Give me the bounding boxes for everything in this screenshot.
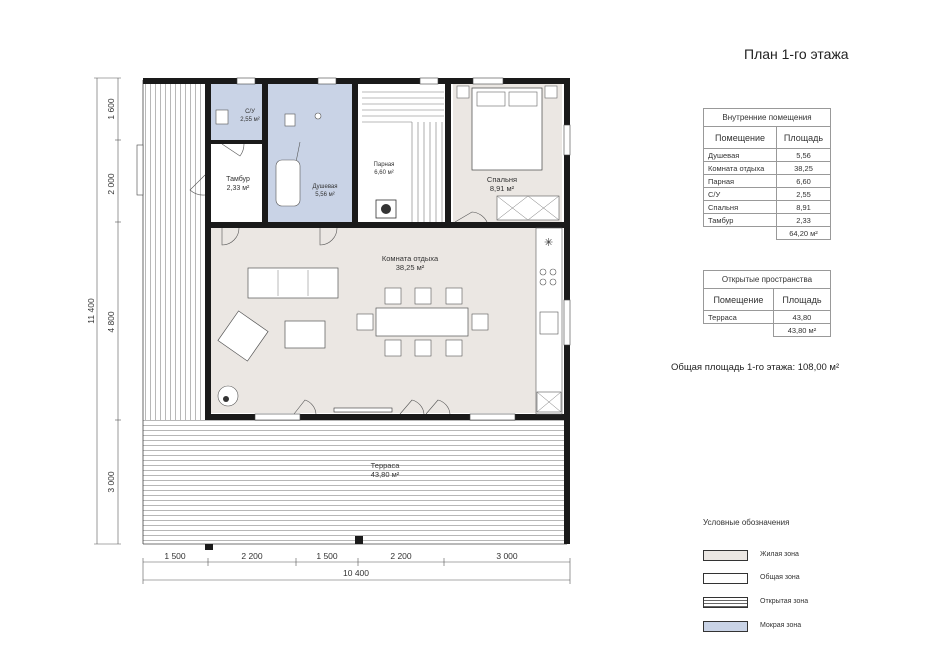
legend-swatch-common [703, 573, 748, 584]
open-total: 43,80 м² [773, 324, 830, 337]
total-area [671, 362, 839, 373]
snowflake-icon: ✳ [544, 237, 554, 249]
coffee-table-icon [285, 321, 325, 348]
interior-total: 64,20 м² [777, 227, 831, 240]
room-name-shower: Душевая [312, 184, 338, 190]
sofa-icon [248, 268, 338, 298]
page-title: План 1-го этажа [744, 46, 849, 62]
room-area-living: 38,25 м² [395, 263, 425, 272]
table-row: Душевая 5,56 [704, 149, 831, 162]
sink-icon [216, 110, 228, 124]
dim-left-4: 3 000 [106, 471, 116, 493]
open-col-room: Помещение [704, 289, 774, 311]
legend-title: Условные обозначения [703, 518, 790, 527]
open-spaces-table [703, 270, 831, 337]
fireplace-icon [218, 386, 238, 406]
room-area-terrace: 43,80 м² [370, 470, 400, 479]
nightstand-icon [457, 86, 469, 98]
room-area-sauna: 6,60 м² [374, 170, 394, 176]
legend-label-wet: Мокрая зона [760, 622, 802, 629]
tambur-floor [210, 142, 266, 224]
room-area-shower: 5,56 м² [315, 192, 335, 198]
sliding-door [334, 408, 392, 412]
table-row: Терраса 43,80 [704, 311, 831, 324]
open-col-area: Площадь [773, 289, 830, 311]
interior-col-room: Помещение [704, 127, 777, 149]
stove-core-icon [381, 204, 391, 214]
room-area-bedroom: 8,91 м² [489, 184, 515, 193]
open-table-caption: Открытые пространства [704, 271, 831, 289]
room-name-sauna: Парная [373, 162, 395, 168]
interior-col-area: Площадь [777, 127, 831, 149]
terrace-left-strip [143, 80, 205, 425]
shower-head-icon [315, 113, 321, 119]
dim-left-2: 2 000 [106, 173, 116, 195]
dim-left-3: 4 800 [106, 311, 116, 333]
legend-swatch-wet [703, 621, 748, 632]
dim-left-1: 1 600 [106, 98, 116, 120]
room-name-su: С/У [245, 109, 255, 115]
total-area-value: 108,00 м² [797, 362, 840, 373]
room-name-living: Комната отдыха [381, 254, 439, 263]
room-name-bedroom: Спальня [486, 175, 518, 184]
table-row: Спальня 8,91 [704, 201, 831, 214]
total-area-label: Общая площадь 1-го этажа: [671, 362, 796, 373]
terrace-bottom [143, 420, 567, 544]
room-name-tambur: Тамбур [226, 176, 250, 183]
dim-bottom-1: 1 500 [164, 551, 186, 561]
dining-table-icon [376, 308, 468, 336]
toilet-icon [285, 114, 295, 126]
interior-table-caption: Внутренние помещения [704, 109, 831, 127]
sauna-floor [360, 84, 446, 222]
table-row: Тамбур 2,33 [704, 214, 831, 227]
legend-label-open: Открытая зона [760, 598, 809, 605]
bathtub-icon [276, 160, 300, 206]
room-area-tambur: 2,33 м² [226, 185, 250, 192]
dim-bottom-3: 1 500 [316, 551, 338, 561]
legend-label-living: Жилая зона [760, 551, 799, 558]
dim-left-total: 11 400 [86, 298, 96, 324]
legend-swatch-open [703, 597, 748, 608]
table-row: Комната отдыха 38,25 [704, 162, 831, 175]
legend-swatch-living [703, 550, 748, 561]
interior-rooms-table [703, 108, 831, 240]
room-area-su: 2,55 м² [240, 117, 260, 123]
table-row: С/У 2,55 [704, 188, 831, 201]
table-row: Парная 6,60 [704, 175, 831, 188]
dim-bottom-4: 2 200 [390, 551, 412, 561]
legend-label-common: Общая зона [760, 574, 800, 581]
room-name-terrace: Терраса [370, 461, 400, 470]
dim-bottom-5: 3 000 [496, 551, 518, 561]
dim-bottom-total: 10 400 [343, 568, 369, 578]
nightstand-icon [545, 86, 557, 98]
wardrobe-icon [497, 196, 559, 220]
dim-bottom-2: 2 200 [241, 551, 263, 561]
